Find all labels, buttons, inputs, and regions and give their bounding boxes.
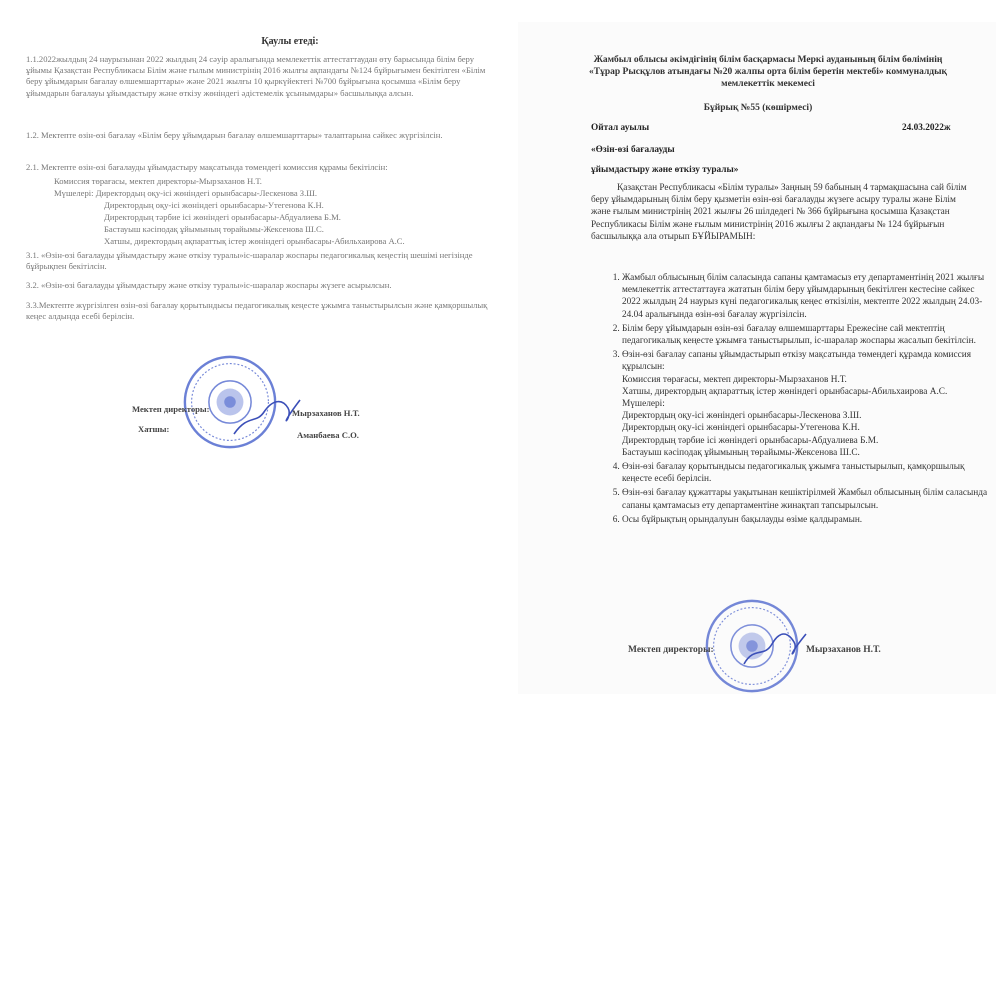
left-secretary-name: Аманбаева С.О. — [297, 430, 359, 440]
left-secretary-label: Хатшы: — [138, 424, 170, 434]
right-director-name: Мырзаханов Н.Т. — [806, 645, 881, 655]
left-paragraph-1-1: 1.1.2022жылдың 24 наурызынан 2022 жылдың 24 сәуір аралығында мемлекеттік аттестаттаудан өту барысында білім беру ұйымы Қазақстан Республикасы Білім және ғылым министрінің 2016 жылғы ақпандағы №124 бұйрығымен бекітілген «Білім беру ұйымдарын бағалау өлшемшарттары» және 2021 жылғы 10 қыркүйектегі №700 бұйрығына қосымша «Білім беру ұйымдарын бағалауы ұйымдастыру және өткізу жөніндегі әдістемелік ұсынымдары» басшылыққа алсын. — [26, 54, 486, 98]
left-paragraph-3-2: 3.2. «Өзін-өзі бағалауды ұйымдастыру және өткізу туралы»іс-шаралар жоспары жүзеге асырылсын. — [26, 280, 392, 290]
order-subject-line-1: «Өзін-өзі бағалауды — [591, 145, 675, 155]
left-commission-members: Мүшелері: Директордың оқу-ісі жөніндегі орынбасары-Лескенова З.Ш. — [54, 188, 318, 198]
order-item-1: 1. Жамбыл облысының білім саласында сапаны қамтамасыз ету департаментінің 2021 жылғы мемлекеттік аттестаттауға жататын білім беру ұйымдарының бекітілген кестесіне сәйкес 2022 жылдың 24 наурыз күні педагогикалық кеңес өткізілін, мектепте 2022 жылдың 24.03-24.04 аралығында өзін-өзі бағалау жүргізілсін. — [622, 272, 992, 321]
order-item-3: 3. Өзін-өзі бағалау сапаны ұйымдастырып өткізу мақсатында төмендегі құрамда комиссия құрылсын: Комиссия төрағасы, мектеп директоры-Мырзаханов Н.Т. Хатшы, директордың ақпараттық істер жөніндегі орынбасары-Абильхаирова А.С. Мүшелері: Директордың оқу-ісі жөніндегі орынбасары-Лескенова З.Ш. Директордың оқу-ісі жөніндегі орынбасары-Утегенова К.Н. Директордың тәрбие ісі жөніндегі орынбасары-Абдуалиева Б.М. Бастауыш кәсіподақ ұйымының төрайымы-Жексенова Ш.С. — [622, 349, 992, 459]
order-items-list — [594, 272, 992, 528]
order-date: 24.03.2022ж — [902, 123, 951, 133]
left-commission-secretary: Хатшы, директордың ақпараттық істер жөніндегі орынбасары-Абильхаирова А.С. — [104, 236, 405, 246]
order-item-5: 5. Өзін-өзі бағалау құжаттары уақытынан кешіктірілмей Жамбыл облысының білім саласында сапаны қамтамасыз ету департаментіне жинақтап тапсырылсын. — [622, 487, 992, 511]
left-director-name: Мырзаханов Н.Т. — [292, 408, 360, 418]
left-paragraph-3-1: 3.1. «Өзін-өзі бағалауды ұйымдастыру және өткізу туралы»іс-шаралар жоспары педагогикалық кеңестің шешімі негізінде бұйрықпен бекітілсін. — [26, 250, 473, 272]
right-document-page — [518, 22, 996, 694]
school-header: Жамбыл облысы әкімдігінің білім басқармасы Меркі ауданының білім бөлімінің «Тұрар Рысқұлов атындағы №20 жалпы орта білім беретін мектебі» коммуналдық мемлекеттік мекемесі — [588, 55, 948, 89]
left-commission-member-2: Директордың оқу-ісі жөніндегі орынбасары-Утегенова К.Н. — [104, 200, 324, 210]
signature-right — [740, 628, 812, 670]
left-director-label: Мектеп директоры: — [132, 404, 210, 414]
left-page-title: Қаулы етеді: — [261, 36, 319, 47]
left-commission-chair: Комиссия төрағасы, мектеп директоры-Мырзаханов Н.Т. — [54, 176, 262, 186]
order-item-2: 2. Білім беру ұйымдарын өзін-өзі бағалау өлшемшарттары Ережесіне сай мектептің педагогикалық кеңесте ұжымға таныстырылып, іс-шаралар жоспары жасалып бекітілсін. — [622, 323, 992, 347]
right-director-label: Мектеп директоры: — [628, 645, 714, 655]
order-place: Ойтал ауылы — [591, 123, 650, 133]
left-paragraph-3-3: 3.3.Мектепте жүргізілген өзін-өзі бағалау қорытындысы педагогикалық кеңесте ұжымға таныстырылсын және қамқоршылық кеңес алдында есебі берілсін. — [26, 300, 488, 322]
left-commission-member-3: Директордың тәрбие ісі жөніндегі орынбасары-Абдуалиева Б.М. — [104, 212, 341, 222]
order-subject-line-2: ұйымдастыру және өткізу туралы» — [591, 165, 739, 175]
left-paragraph-2-1: 2.1. Мектепте өзін-өзі бағалауды ұйымдастыру мақсатында төмендегі комиссия құрамы бекітілсін: — [26, 162, 388, 172]
left-commission-member-4: Бастауыш кәсіподақ ұйымының төрайымы-Жексенова Ш.С. — [104, 224, 324, 234]
order-title: Бұйрық №55 (көшірмесі) — [703, 103, 813, 113]
left-paragraph-1-2: 1.2. Мектепте өзін-өзі бағалау «Білім беру ұйымдарын бағалау өлшемшарттары» талаптарына сәйкес жүргізілсін. — [26, 130, 443, 140]
order-item-4: 4. Өзін-өзі бағалау қорытындысы педагогикалық ұжымға таныстырылып, қамқоршылық кеңесте есебі берілсін. — [622, 461, 992, 485]
order-item-6: 6. Осы бұйрықтың орындалуын бақылауды өзіме қалдырамын. — [622, 514, 992, 526]
order-preamble: Қазақстан Республикасы «Білім туралы» Заңның 59 бабының 4 тармақшасына сай білім беру ұйымдарының білім беру қызметін өзін-өзі бағалауды жүзеге асыру туралы және Білім және ғылым министрінің 2021 жылғы 26 шілдедегі № 366 бұйрығына қосымша Қазақстан Республикасы Білім және ғылым министрінің 2016 жылғы 2 ақпандағы № 124 бұйрығын басшылыққа ала отырып БҰЙЫРАМЫН: — [591, 183, 967, 242]
left-document-page — [0, 22, 510, 472]
